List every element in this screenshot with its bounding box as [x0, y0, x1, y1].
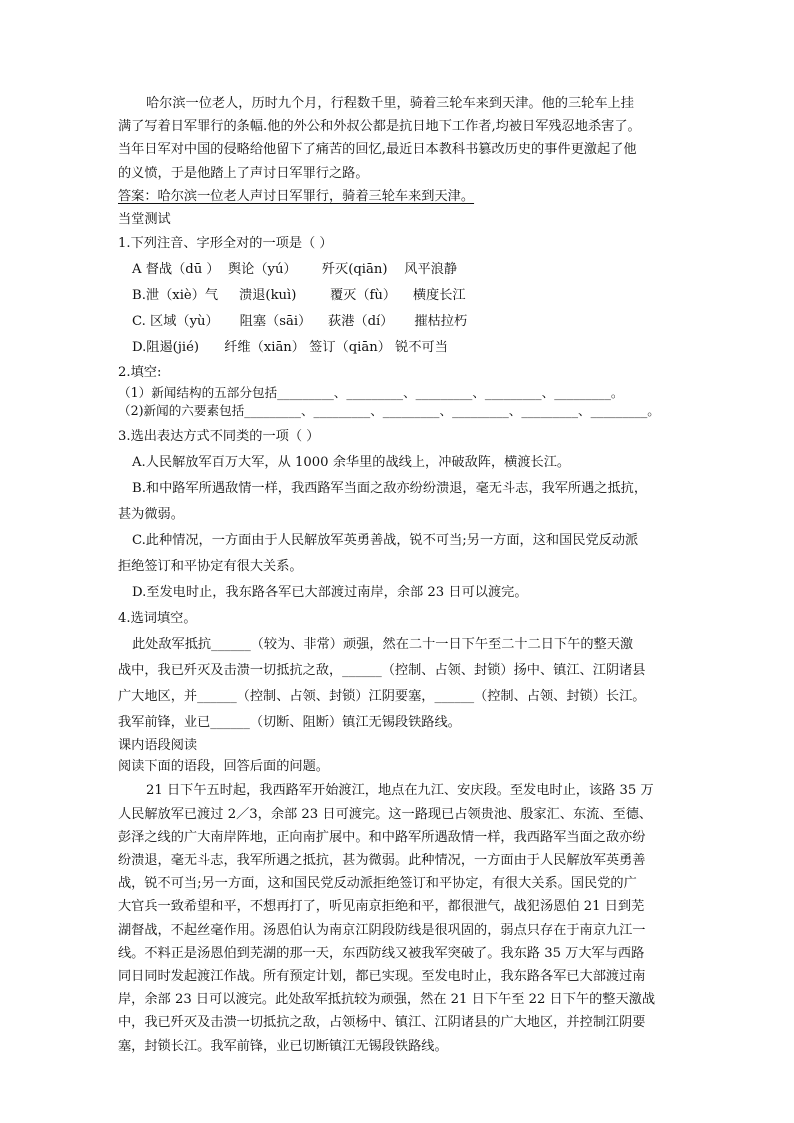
question-1-stem: 1.下列注音、字形全对的一项是（ ） [118, 236, 333, 252]
passage-line: 21 日下午五时起，我西路军开始渡江，地点在九江、安庆段。至发电时止，该路 35 万 [146, 783, 654, 799]
intro-line: 的义愤，于是他踏上了声讨日军罪行之路。 [118, 165, 369, 181]
question-4 [118, 606, 684, 736]
passage-line: 塞，封锁长江。我军前锋，业已切断镇江无锡段铁路线。 [118, 1038, 448, 1054]
option-b-continued: 甚为微弱。 [118, 507, 184, 523]
section-title-test: 当堂测试 [118, 212, 171, 228]
fill-blank-line: 战中，我已歼灭及击溃一切抵抗之敌，______（控制、占领、封锁）扬中、镇江、江阴诸县 [118, 663, 646, 679]
question-1 [118, 231, 684, 361]
option-c: C.此种情况，一方面由于人民解放军英勇善战，锐不可当;另一方面，这和国民党反动派 [132, 533, 639, 549]
passage-line: 岸，余部 23 日可以渡完。此处敌军抵抗较为顽强，然在 21 日下午至 22 日下午的整天激战 [118, 992, 656, 1008]
question-4-stem: 4.选词填空。 [118, 611, 197, 627]
option-c: C. 区域（yù） 阻塞（sāi） 荻港（dí） 摧枯拉朽 [132, 314, 468, 330]
answer-line: 答案：哈尔滨一位老人声讨日军罪行，骑着三轮车来到天津。 [118, 188, 475, 204]
passage-line: 人民解放军已渡过 2／3，余部 23 日可渡完。这一路现已占领贵池、殷家汇、东流、至德、 [118, 806, 653, 822]
document-page [118, 92, 684, 1058]
option-d: D.阻遏(jié) 纤维（xiān） 签订（qiān） 锐不可当 [132, 340, 448, 356]
question-2-stem: 2.填空: [118, 365, 162, 381]
option-a: A.人民解放军百万大军，从 1000 余华里的战线上，冲破敌阵，横渡长江。 [132, 455, 571, 471]
question-3-stem: 3.选出表达方式不同类的一项（ ） [118, 429, 320, 445]
intro-line: 当年日军对中国的侵略给他留下了痛苦的回忆,最近日本教科书篡改历史的事件更激起了他 [118, 142, 637, 158]
question-2-line-1: （1）新闻结构的五部分包括_________、_________、_________、_________、_________。 [118, 385, 624, 401]
passage-line: 大官兵一致希望和平，不想再打了，听见南京拒绝和平，都很泄气，战犯汤恩伯 21 日到芜 [118, 899, 645, 915]
fill-blank-line: 此处敌军抵抗______（较为、非常）顽强，然在二十一日下午至二十二日下午的整天激 [132, 637, 634, 653]
question-2 [118, 361, 684, 420]
passage-line: 线。不料正是汤恩伯到芜湖的那一天，东西防线又被我军突破了。我东路 35 万大军与西路 [118, 945, 645, 961]
passage-line: 湖督战，不起丝毫作用。汤恩伯认为南京江阴段防线是很巩固的，弱点只存在于南京九江一 [118, 922, 646, 938]
option-d: D.至发电时止，我东路各军已大部渡过南岸，余部 23 日可以渡完。 [132, 585, 528, 601]
option-b: B.和中路军所遇敌情一样，我西路军当面之敌亦纷纷溃退，毫无斗志，我军所遇之抵抗， [132, 481, 648, 497]
passage-line: 中，我已歼灭及击溃一切抵抗之敌，占领杨中、镇江、江阴诸县的广大地区，并控制江阴要 [118, 1015, 646, 1031]
passage-line: 同日同时发起渡江作战。所有预定计划，都已实现。至发电时止，我东路各军已大部渡过南 [118, 969, 646, 985]
section-title-reading: 课内语段阅读 [118, 738, 198, 754]
reading-instruction: 阅读下面的语段，回答后面的问题。 [118, 759, 329, 775]
passage-line: 战，锐不可当;另一方面，这和国民党反动派拒绝签订和平协定，有很大关系。国民党的广 [118, 876, 637, 892]
passage-line: 彭泽之线的广大南岸阵地，正向南扩展中。和中路军所遇敌情一样，我西路军当面之敌亦纷 [118, 829, 646, 845]
intro-line: 哈尔滨一位老人，历时九个月，行程数千里，骑着三轮车来到天津。他的三轮车上挂 [146, 96, 634, 111]
reading-passage [118, 779, 684, 1057]
fill-blank-line: 广大地区，并______（控制、占领、封锁）江阴要塞，______（控制、占领、封锁）长江。 [118, 689, 646, 705]
intro-line: 满了写着日军罪行的条幅.他的外公和外叔公都是抗日地下工作者,均被日军残忍地杀害了。 [118, 119, 641, 135]
intro-paragraph [118, 92, 684, 185]
passage-line: 纷溃退，毫无斗志，我军所遇之抵抗，甚为微弱。此种情况，一方面由于人民解放军英勇善 [118, 853, 646, 869]
option-b: B.泄（xiè）气 溃退(kuì) 覆灭（fù） 横度长江 [132, 288, 466, 304]
question-3 [118, 424, 684, 606]
question-2-line-2: （2)新闻的六要素包括_________、_________、_________、_________、_________、_________。 [118, 403, 660, 419]
fill-blank-line: 我军前锋，业已______（切断、阻断）镇江无锡段铁路线。 [118, 715, 461, 731]
option-a: A 督战（dū ） 舆论（yú） 歼灭(qiān) 风平浪静 [132, 262, 458, 278]
option-c-continued: 拒绝签订和平协定有很大关系。 [118, 559, 303, 575]
